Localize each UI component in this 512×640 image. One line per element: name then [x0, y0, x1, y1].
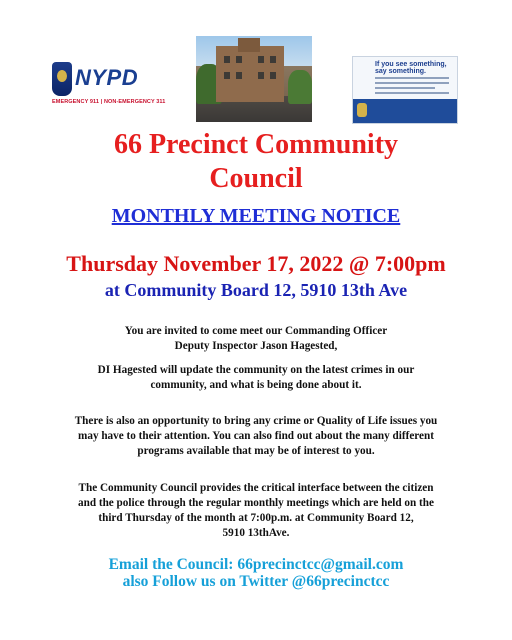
- badge-icon: [357, 103, 367, 117]
- meeting-date: Thursday November 17, 2022 @ 7:00pm: [66, 251, 446, 276]
- building-tower-shape: [238, 38, 260, 52]
- paragraph-line: Deputy Inspector Jason Hagested,: [174, 340, 338, 352]
- fine-print-lines: [375, 77, 449, 97]
- see-something-say-something-card: [352, 56, 458, 124]
- paragraph-line: and the police through the regular monthly meetings which are held on the: [78, 497, 434, 509]
- council-description-paragraph: [0, 481, 512, 541]
- paragraph-line: community, and what is being done about it.: [150, 379, 362, 391]
- precinct-building-photo: [196, 36, 312, 122]
- paragraph-line: There is also an opportunity to bring any crime or Quality of Life issues you: [74, 415, 438, 427]
- paragraph-line: DI Hagested will update the community on the latest crimes in our: [97, 364, 415, 376]
- opportunity-paragraph: [0, 414, 512, 459]
- see-something-title: If you see something, say something.: [375, 61, 447, 75]
- nypd-logo-subtext: EMERGENCY 911 | NON-EMERGENCY 311: [52, 99, 166, 105]
- meeting-notice-heading: MONTHLY MEETING NOTICE: [111, 205, 401, 227]
- invitation-paragraph: [0, 324, 512, 354]
- paragraph-line: You are invited to come meet our Commanding Officer: [124, 325, 388, 337]
- update-paragraph: [0, 363, 512, 393]
- blue-footer-bar: [353, 99, 457, 123]
- title-line: Council: [209, 163, 303, 194]
- twitter-contact-line[interactable]: also Follow us on Twitter @66precinctcc: [122, 573, 390, 590]
- email-contact-line[interactable]: Email the Council: 66precinctcc@gmail.com: [108, 556, 404, 573]
- building-shape: [216, 46, 284, 102]
- nypd-logo: [52, 62, 166, 108]
- page-title: [0, 128, 512, 196]
- title-line: 66 Precinct Community: [113, 129, 399, 160]
- nypd-logo-text: NYPD: [75, 65, 139, 90]
- paragraph-line: 5910 13thAve.: [222, 527, 290, 539]
- paragraph-line: programs available that may be of interest to you.: [137, 445, 375, 457]
- paragraph-line: may have to their attention. You can also find out about the many different: [78, 430, 434, 442]
- meeting-location: at Community Board 12, 5910 13th Ave: [104, 280, 408, 300]
- paragraph-line: third Thursday of the month at 7:00p.m. at Community Board 12,: [98, 512, 414, 524]
- police-badge-icon: [52, 62, 72, 96]
- tree-shape: [288, 70, 312, 104]
- paragraph-line: The Community Council provides the critical interface between the citizen: [78, 482, 434, 494]
